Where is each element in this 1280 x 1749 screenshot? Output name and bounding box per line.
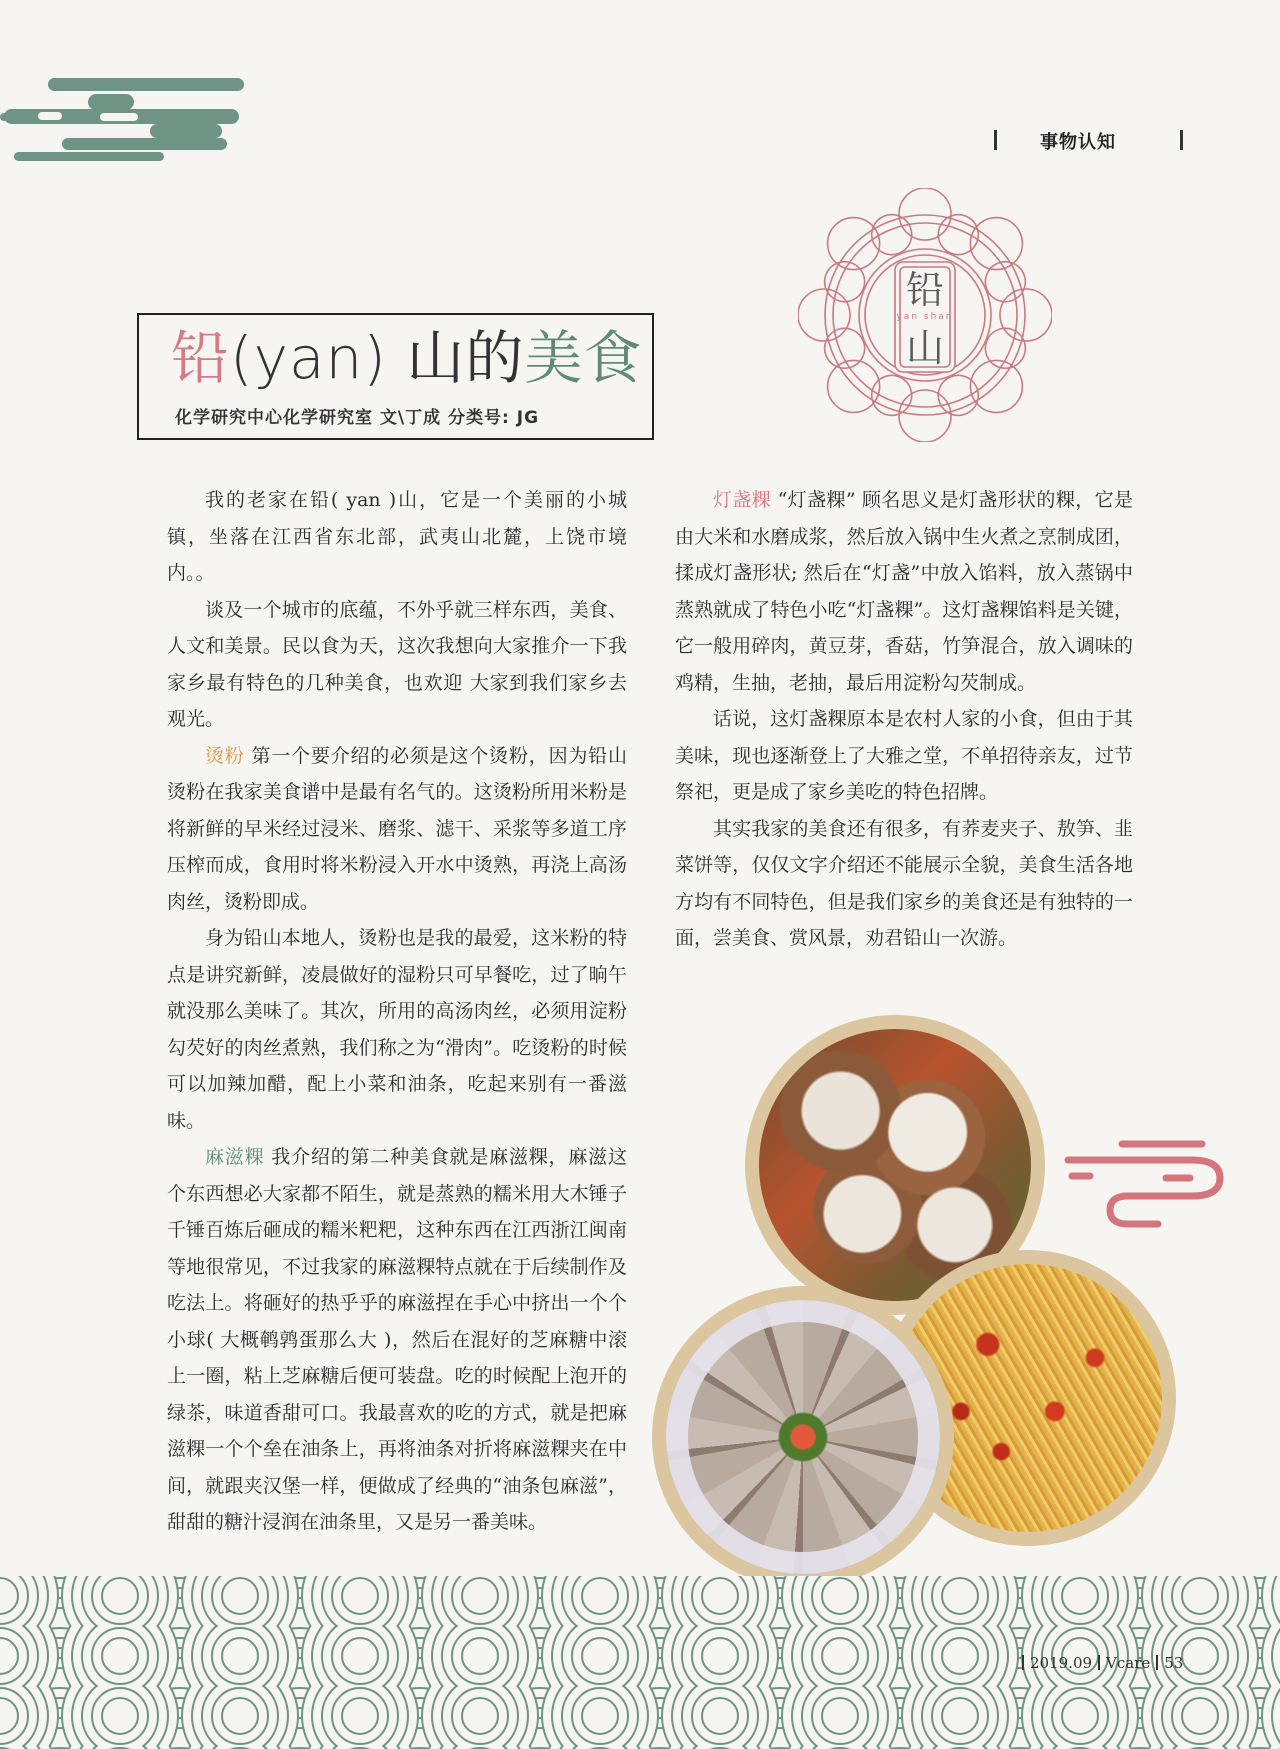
article-column-left xyxy=(167,482,627,1541)
paragraph xyxy=(167,1139,627,1541)
paragraph: 其实我家的美食还有很多，有荞麦夹子、敖笋、韭菜饼等，仅仅文字介绍还不能展示全貌，美食生活各地方均有不同特色，但是我们家乡的美食还是有独特的一面，尝美食、赏风景，劝君铅山一次游。 xyxy=(675,817,1133,949)
section-label: 事物认知 xyxy=(1040,132,1116,153)
article-title xyxy=(171,325,642,391)
paragraph xyxy=(167,738,627,921)
paragraph-text: 第一个要介绍的必须是这个烫粉，因为铅山烫粉在我家美食谱中是最有名气的。这烫粉所用米粉是将新鲜的早米经过浸米、磨浆、滤干、采浆等多道工序压榨而成，食用时将米粉浸入开水中烫熟，再浇上高汤肉丝，烫粉即成。 xyxy=(167,744,627,913)
paragraph-text: “灯盏粿” 顾名思义是灯盏形状的粿，它是由大米和水磨成浆，然后放入锅中生火煮之烹制成团，揉成灯盏形状; 然后在“灯盏”中放入馅料，放入蒸锅中蒸熟就成了特色小吃“灯盏粿”。这灯盏粿馅料是关键，它一般用碎肉，黄豆芽，香菇，竹笋混合，放入调味的鸡精，生抽，老抽，最后用淀粉勾芡制成。 xyxy=(675,489,1133,694)
plate-rim xyxy=(666,1300,940,1574)
title-part-yan: 铅 xyxy=(171,324,231,392)
seal-top-char: 铅 xyxy=(905,268,944,312)
divider-bar xyxy=(994,130,997,150)
divider-bar xyxy=(1022,1655,1024,1670)
seal-bottom-char: 山 xyxy=(905,326,944,370)
title-part-food: 美食 xyxy=(524,324,643,392)
page-footer xyxy=(1016,1654,1183,1672)
paragraph: 身为铅山本地人，烫粉也是我的最爱，这米粉的特点是讲究新鲜，凌晨做好的湿粉只可早餐吃，过了晌午就没那么美味了。其次，所用的高汤肉丝，必须用淀粉勾芡好的肉丝煮熟，我们称之为“滑肉”。吃烫粉的时候可以加辣加醋，配上小菜和油条，吃起来别有一番滋味。 xyxy=(167,927,627,1132)
issue-date: 2019.09 xyxy=(1030,1654,1093,1672)
divider-bar xyxy=(1098,1655,1100,1670)
divider-bar xyxy=(1156,1655,1158,1670)
cloud-decoration-right xyxy=(1062,1138,1242,1234)
cloud-decoration-top-left xyxy=(0,72,280,167)
yanshan-seal xyxy=(798,188,1052,442)
keyword-mazigui: 麻滋粿 xyxy=(205,1146,265,1168)
section-tag xyxy=(990,128,1180,154)
title-part-middle: (yan) 山的 xyxy=(230,324,525,392)
magazine-name: Vcare xyxy=(1106,1654,1151,1672)
article-byline: 化学研究中心化学研究室 文\丁成 分类号: JG xyxy=(175,408,540,428)
paragraph: 我的老家在铅( yan )山，它是一个美丽的小城镇，坐落在江西省东北部，武夷山北麓，上饶市境内。。 xyxy=(167,489,627,584)
keyword-tangfen: 烫粉 xyxy=(205,744,245,767)
article-title-box xyxy=(137,313,654,440)
seal-pinyin: yan shan xyxy=(896,312,954,322)
photo-mazigui xyxy=(652,1286,954,1588)
paragraph-text: 我介绍的第二种美食就是麻滋粿，麻滋这个东西想必大家都不陌生，就是蒸熟的糯米用大木锤子千锤百炼后砸成的糯米粑粑，这种东西在江西浙江闽南等地很常见，不过我家的麻滋粿特点就在于后续制作及吃法上。将砸好的热乎乎的麻滋捏在手心中挤出一个个小球( 大概鹌鹑蛋那么大 )，然后在混好的芝麻糖中滚上一圈，粘上芝麻糖后便可装盘。吃的时候配上泡开的绿茶，味道香甜可口。我最喜欢的吃的方式，就是把麻滋粿一个个垒在油条上，再将油条对折将麻滋粿夹在中间，就跟夹汉堡一样，便做成了经典的“油条包麻滋”，甜甜的糖汁浸润在油条里，又是另一番美味。 xyxy=(167,1146,627,1533)
paragraph: 话说，这灯盏粿原本是农村人家的小食，但由于其美味，现也逐渐登上了大雅之堂，不单招待亲友，过节祭祀，更是成了家乡美吃的特色招牌。 xyxy=(675,708,1133,803)
paragraph xyxy=(675,482,1133,701)
divider-bar xyxy=(1180,130,1183,150)
paragraph: 谈及一个城市的底蕴，不外乎就三样东西，美食、人文和美景。民以食为天，这次我想向大家推介一下我家乡最有特色的几种美食，也欢迎 大家到我们家乡去观光。 xyxy=(167,598,627,730)
photo-image xyxy=(666,1300,940,1574)
article-column-right xyxy=(675,482,1133,957)
page-number: 53 xyxy=(1164,1654,1184,1672)
keyword-dengzhangui: 灯盏粿 xyxy=(713,489,772,511)
